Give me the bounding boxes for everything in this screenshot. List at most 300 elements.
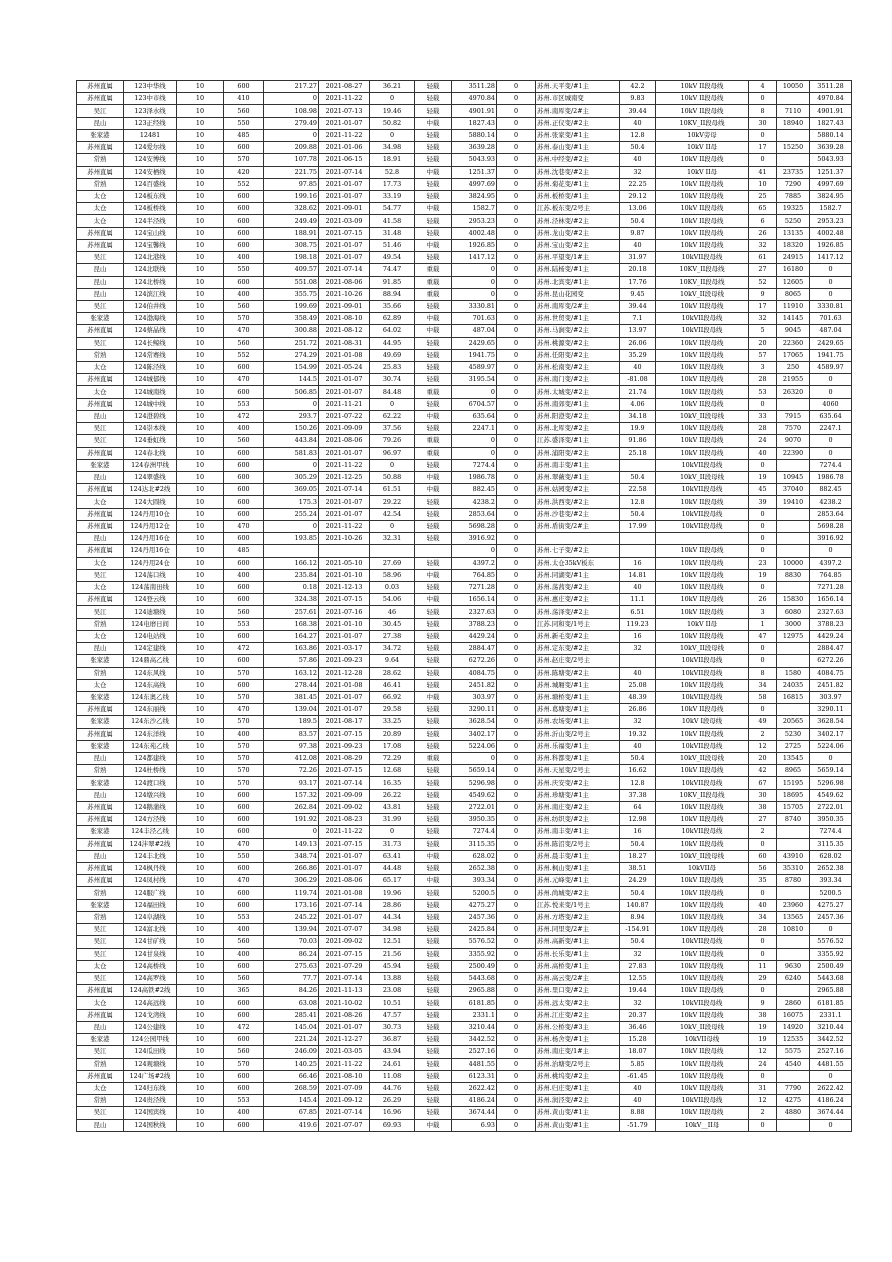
pending-count-cell: 61 (749, 252, 777, 264)
remaining-capacity-cell: 5224.06 (810, 740, 852, 752)
substation-available-cell: 91.86 (620, 435, 656, 447)
table-row (77, 581, 852, 593)
pending-capacity-cell: 9045 (777, 325, 810, 337)
pending-capacity-cell: 3000 (777, 618, 810, 630)
max-load-date-cell: 2021-09-12 (319, 1095, 370, 1107)
load-status-cell: 重载 (415, 264, 452, 276)
substation-available-cell: 16 (620, 630, 656, 642)
busbar-cell: 10kV II母 (656, 142, 749, 154)
district-cell: 常熟 (77, 911, 124, 923)
max-load-date-cell: 2021-01-07 (319, 630, 370, 642)
load-status-cell: 轻载 (415, 838, 452, 850)
voltage-cell: 10 (177, 838, 224, 850)
flag-cell: 0 (497, 594, 536, 606)
substation-cell: 苏州.同里变/2#主 (536, 924, 620, 936)
pending-count-cell: 3 (749, 362, 777, 374)
district-cell: 太仓 (77, 557, 124, 569)
district-cell: 吴江 (77, 569, 124, 581)
available-capacity-cell: 5043.93 (452, 154, 497, 166)
remaining-capacity-cell: 3290.11 (810, 704, 852, 716)
remaining-capacity-cell: 3674.44 (810, 1107, 852, 1119)
load-status-cell: 中载 (415, 325, 452, 337)
load-rate-cell: 0 (370, 459, 415, 471)
max-load-date-cell: 2021-08-12 (319, 325, 370, 337)
district-cell: 太仓 (77, 203, 124, 215)
max-load-cell: 274.29 (264, 349, 319, 361)
substation-cell: 苏州.马涧变/#2主 (536, 325, 620, 337)
remaining-capacity-cell: 4481.55 (810, 1058, 852, 1070)
line-name-cell: 124荡南田线 (124, 581, 177, 593)
substation-cell: 江苏.同和变/1号主 (536, 618, 620, 630)
available-capacity-cell: 0 (452, 276, 497, 288)
substation-available-cell: 12.8 (620, 777, 656, 789)
pending-capacity-cell: 13545 (777, 753, 810, 765)
load-status-cell: 轻载 (415, 105, 452, 117)
load-status-cell: 中载 (415, 166, 452, 178)
district-cell: 吴江 (77, 948, 124, 960)
flag-cell: 0 (497, 459, 536, 471)
available-capacity-cell: 4429.24 (452, 630, 497, 642)
substation-cell: 苏州.中经变/#2主 (536, 154, 620, 166)
voltage-cell: 10 (177, 850, 224, 862)
table-row (77, 398, 852, 410)
remaining-capacity-cell: 0 (810, 276, 852, 288)
voltage-cell: 10 (177, 362, 224, 374)
district-cell: 苏州直属 (77, 374, 124, 386)
available-capacity-cell: 5659.14 (452, 765, 497, 777)
rated-capacity-cell: 600 (224, 655, 264, 667)
pending-capacity-cell (777, 985, 810, 997)
pending-count-cell: 0 (749, 533, 777, 545)
pending-capacity-cell: 19410 (777, 496, 810, 508)
substation-cell: 苏州.远太变/#2主 (536, 997, 620, 1009)
available-capacity-cell: 5224.06 (452, 740, 497, 752)
flag-cell: 0 (497, 1082, 536, 1094)
remaining-capacity-cell: 5659.14 (810, 765, 852, 777)
substation-available-cell: 40 (620, 1082, 656, 1094)
max-load-cell: 199.69 (264, 300, 319, 312)
rated-capacity-cell: 472 (224, 1021, 264, 1033)
max-load-date-cell: 2021-07-07 (319, 924, 370, 936)
table-row (77, 154, 852, 166)
flag-cell: 0 (497, 789, 536, 801)
table-row (77, 630, 852, 642)
pending-count-cell: 0 (749, 508, 777, 520)
rated-capacity-cell: 600 (224, 679, 264, 691)
available-capacity-cell: 2327.63 (452, 606, 497, 618)
load-rate-cell (370, 545, 415, 557)
substation-cell: 苏州.高新变/#1主 (536, 936, 620, 948)
voltage-cell: 10 (177, 410, 224, 422)
substation-available-cell: 40 (620, 1095, 656, 1107)
available-capacity-cell: 764.85 (452, 569, 497, 581)
district-cell: 苏州直属 (77, 801, 124, 813)
table-row (77, 765, 852, 777)
rated-capacity-cell: 600 (224, 1034, 264, 1046)
substation-cell: 苏州.张家变/#1主 (536, 129, 620, 141)
busbar-cell: 10kVII段母线 (656, 936, 749, 948)
pending-count-cell: 5 (749, 325, 777, 337)
district-cell: 昆山 (77, 643, 124, 655)
line-name-cell: 124迪塘线 (124, 606, 177, 618)
substation-available-cell: 26.06 (620, 337, 656, 349)
substation-available-cell: 40 (620, 239, 656, 251)
table-row (77, 325, 852, 337)
available-capacity-cell: 0 (452, 447, 497, 459)
substation-available-cell: 39.44 (620, 300, 656, 312)
flag-cell: 0 (497, 252, 536, 264)
table-row (77, 227, 852, 239)
rated-capacity-cell: 400 (224, 569, 264, 581)
max-load-date-cell: 2021-07-15 (319, 948, 370, 960)
pending-count-cell: 10 (749, 178, 777, 190)
busbar-cell: 10kVII段母线 (656, 655, 749, 667)
max-load-date-cell: 2021-09-23 (319, 740, 370, 752)
remaining-capacity-cell: 2247.1 (810, 423, 852, 435)
max-load-cell: 175.3 (264, 496, 319, 508)
district-cell: 太仓 (77, 960, 124, 972)
remaining-capacity-cell: 3355.92 (810, 948, 852, 960)
substation-cell: 江苏.板东变/2号主 (536, 203, 620, 215)
substation-available-cell: 32 (620, 716, 656, 728)
substation-available-cell: 13.97 (620, 325, 656, 337)
available-capacity-cell: 7274.4 (452, 826, 497, 838)
line-name-cell: 124定建线 (124, 643, 177, 655)
remaining-capacity-cell: 4275.27 (810, 899, 852, 911)
remaining-capacity-cell: 4060 (810, 398, 852, 410)
load-rate-cell: 62.22 (370, 410, 415, 422)
district-cell: 苏州直属 (77, 704, 124, 716)
rated-capacity-cell: 365 (224, 985, 264, 997)
substation-cell: 苏州.太仓35kV板东 (536, 557, 620, 569)
load-status-cell: 重载 (415, 447, 452, 459)
voltage-cell: 10 (177, 814, 224, 826)
rated-capacity-cell: 600 (224, 814, 264, 826)
load-rate-cell: 23.08 (370, 985, 415, 997)
line-name-cell: 124百盛线 (124, 178, 177, 190)
pending-count-cell: 0 (749, 154, 777, 166)
available-capacity-cell: 4549.62 (452, 789, 497, 801)
table-row (77, 1082, 852, 1094)
max-load-cell: 300.88 (264, 325, 319, 337)
remaining-capacity-cell: 3950.35 (810, 814, 852, 826)
substation-available-cell (620, 459, 656, 471)
substation-cell: 苏州.定东变/#2主 (536, 643, 620, 655)
max-load-cell: 191.92 (264, 814, 319, 826)
available-capacity-cell: 628.02 (452, 850, 497, 862)
remaining-capacity-cell: 2953.23 (810, 215, 852, 227)
load-rate-cell: 69.93 (370, 1119, 415, 1131)
load-rate-cell: 16.96 (370, 1107, 415, 1119)
rated-capacity-cell: 570 (224, 1058, 264, 1070)
flag-cell: 0 (497, 264, 536, 276)
rated-capacity-cell: 600 (224, 362, 264, 374)
substation-cell: 苏州.南丰变/#1主 (536, 459, 620, 471)
load-status-cell: 轻载 (415, 728, 452, 740)
substation-available-cell: 13.06 (620, 203, 656, 215)
load-rate-cell: 84.48 (370, 386, 415, 398)
busbar-cell: 10kV II段母线 (656, 337, 749, 349)
substation-available-cell: 18.27 (620, 850, 656, 862)
voltage-cell: 10 (177, 679, 224, 691)
remaining-capacity-cell: 0 (810, 264, 852, 276)
pending-count-cell: 60 (749, 850, 777, 862)
substation-available-cell: 29.12 (620, 190, 656, 202)
busbar-cell: 10kV II母 (656, 166, 749, 178)
line-name-cell: 124登云线 (124, 594, 177, 606)
pending-capacity-cell: 35310 (777, 863, 810, 875)
load-status-cell: 轻载 (415, 765, 452, 777)
load-status-cell: 轻载 (415, 252, 452, 264)
substation-cell: 苏州.世贸变/#1主 (536, 313, 620, 325)
max-load-cell: 285.41 (264, 1009, 319, 1021)
voltage-cell: 10 (177, 1021, 224, 1033)
district-cell: 苏州直属 (77, 508, 124, 520)
remaining-capacity-cell: 4238.2 (810, 496, 852, 508)
pending-capacity-cell: 12535 (777, 1034, 810, 1046)
busbar-cell: 10kV II段母线 (656, 960, 749, 972)
voltage-cell: 10 (177, 398, 224, 410)
substation-cell: 苏州.黄山变/#1主 (536, 1107, 620, 1119)
busbar-cell: 10kV II段母线 (656, 386, 749, 398)
pending-count-cell: 23 (749, 557, 777, 569)
load-rate-cell: 18.91 (370, 154, 415, 166)
max-load-date-cell: 2021-07-14 (319, 972, 370, 984)
max-load-date-cell: 2021-07-15 (319, 594, 370, 606)
flag-cell: 0 (497, 557, 536, 569)
line-name-cell: 124垂虹线 (124, 435, 177, 447)
voltage-cell: 10 (177, 1107, 224, 1119)
pending-count-cell: 27 (749, 264, 777, 276)
available-capacity-cell: 4238.2 (452, 496, 497, 508)
table-row (77, 972, 852, 984)
pending-capacity-cell: 11910 (777, 300, 810, 312)
max-load-date-cell: 2021-01-07 (319, 691, 370, 703)
available-capacity-cell: 5296.98 (452, 777, 497, 789)
busbar-cell: 10kVII段母线 (656, 1095, 749, 1107)
max-load-cell: 209.88 (264, 142, 319, 154)
available-capacity-cell: 4997.69 (452, 178, 497, 190)
substation-cell: 苏州.平望变/1#主 (536, 252, 620, 264)
voltage-cell: 10 (177, 1119, 224, 1131)
max-load-date-cell: 2021-05-10 (319, 557, 370, 569)
load-status-cell: 轻载 (415, 227, 452, 239)
rated-capacity-cell: 560 (224, 1046, 264, 1058)
flag-cell: 0 (497, 1095, 536, 1107)
pending-capacity-cell: 5230 (777, 728, 810, 740)
max-load-cell: 348.74 (264, 850, 319, 862)
substation-cell: 苏州.高云变/2#主 (536, 972, 620, 984)
busbar-cell: 10kV II段母线 (656, 924, 749, 936)
remaining-capacity-cell: 2429.65 (810, 337, 852, 349)
pending-count-cell: 0 (749, 948, 777, 960)
pending-capacity-cell: 23735 (777, 166, 810, 178)
rated-capacity-cell: 420 (224, 166, 264, 178)
available-capacity-cell: 6123.31 (452, 1070, 497, 1082)
table-row (77, 789, 852, 801)
line-name-cell: 12481 (124, 129, 177, 141)
voltage-cell: 10 (177, 1034, 224, 1046)
max-load-date-cell: 2021-07-09 (319, 1082, 370, 1094)
substation-available-cell: 25.18 (620, 447, 656, 459)
line-name-cell: 124安博线 (124, 154, 177, 166)
pending-capacity-cell: 8065 (777, 288, 810, 300)
load-rate-cell: 0 (370, 826, 415, 838)
pending-capacity-cell: 21955 (777, 374, 810, 386)
flag-cell: 0 (497, 753, 536, 765)
pending-capacity-cell: 9630 (777, 960, 810, 972)
table-row (77, 1034, 852, 1046)
line-name-cell: 124墩兴线 (124, 789, 177, 801)
table-row (77, 215, 852, 227)
load-rate-cell: 26.22 (370, 789, 415, 801)
busbar-cell: 10KV_II段母线 (656, 264, 749, 276)
busbar-cell: 10kV_II段母线 (656, 410, 749, 422)
remaining-capacity-cell: 3788.23 (810, 618, 852, 630)
load-rate-cell: 0.03 (370, 581, 415, 593)
max-load-date-cell: 2021-01-08 (319, 887, 370, 899)
voltage-cell: 10 (177, 349, 224, 361)
table-row (77, 667, 852, 679)
max-load-date-cell: 2021-07-13 (319, 105, 370, 117)
table-row (77, 264, 852, 276)
load-status-cell: 轻载 (415, 814, 452, 826)
max-load-date-cell: 2021-06-15 (319, 154, 370, 166)
voltage-cell: 10 (177, 997, 224, 1009)
table-row (77, 459, 852, 471)
rated-capacity-cell: 560 (224, 606, 264, 618)
line-name-cell: 124崇本线 (124, 423, 177, 435)
available-capacity-cell: 3355.92 (452, 948, 497, 960)
max-load-date-cell: 2021-01-07 (319, 496, 370, 508)
line-name-cell: 124服广线 (124, 887, 177, 899)
max-load-date-cell: 2021-01-08 (319, 349, 370, 361)
table-row (77, 313, 852, 325)
available-capacity-cell: 1926.85 (452, 239, 497, 251)
district-cell: 太仓 (77, 386, 124, 398)
load-rate-cell: 36.87 (370, 1034, 415, 1046)
substation-cell: 苏州.枫山变/#1主 (536, 863, 620, 875)
max-load-date-cell: 2021-07-15 (319, 728, 370, 740)
pending-capacity-cell (777, 533, 810, 545)
load-rate-cell: 30.45 (370, 618, 415, 630)
remaining-capacity-cell: 0 (810, 447, 852, 459)
load-status-cell: 轻载 (415, 716, 452, 728)
line-name-cell: 124电站线 (124, 630, 177, 642)
line-name-cell: 124高远线 (124, 997, 177, 1009)
district-cell: 苏州直属 (77, 325, 124, 337)
busbar-cell: 10kV II段母线 (656, 154, 749, 166)
rated-capacity-cell: 560 (224, 300, 264, 312)
voltage-cell: 10 (177, 203, 224, 215)
pending-capacity-cell (777, 655, 810, 667)
remaining-capacity-cell: 5698.28 (810, 520, 852, 532)
available-capacity-cell: 7271.28 (452, 581, 497, 593)
rated-capacity-cell: 570 (224, 691, 264, 703)
district-cell: 常熟 (77, 178, 124, 190)
load-rate-cell: 72.29 (370, 753, 415, 765)
busbar-cell: 10kV_II段母线 (656, 472, 749, 484)
table-row (77, 300, 852, 312)
substation-cell: 苏州.晨丰变/#1主 (536, 850, 620, 862)
max-load-cell: 144.5 (264, 374, 319, 386)
pending-capacity-cell: 15705 (777, 801, 810, 813)
max-load-date-cell: 2021-01-10 (319, 618, 370, 630)
busbar-cell: 10kV II段母线 (656, 875, 749, 887)
available-capacity-cell: 0 (452, 386, 497, 398)
max-load-cell: 119.74 (264, 887, 319, 899)
line-name-cell: 124杜桥线 (124, 765, 177, 777)
available-capacity-cell: 0 (452, 264, 497, 276)
load-status-cell: 轻载 (415, 924, 452, 936)
table-row (77, 410, 852, 422)
rated-capacity-cell: 600 (224, 142, 264, 154)
substation-cell (536, 533, 620, 545)
line-name-cell: 124丹用16仓 (124, 533, 177, 545)
flag-cell: 0 (497, 643, 536, 655)
load-status-cell: 轻载 (415, 533, 452, 545)
flag-cell: 0 (497, 801, 536, 813)
substation-cell: 苏州.天星变/2号主 (536, 765, 620, 777)
load-rate-cell: 50.88 (370, 472, 415, 484)
flag-cell: 0 (497, 728, 536, 740)
district-cell: 苏州直属 (77, 875, 124, 887)
substation-available-cell: 17.76 (620, 276, 656, 288)
rated-capacity-cell: 470 (224, 520, 264, 532)
pending-capacity-cell: 15830 (777, 594, 810, 606)
table-row (77, 997, 852, 1009)
substation-available-cell: 50.4 (620, 508, 656, 520)
voltage-cell: 10 (177, 166, 224, 178)
rated-capacity-cell: 570 (224, 777, 264, 789)
load-status-cell: 中载 (415, 1119, 452, 1131)
rated-capacity-cell: 560 (224, 105, 264, 117)
load-status-cell: 轻载 (415, 215, 452, 227)
max-load-cell: 199.16 (264, 190, 319, 202)
district-cell: 吴江 (77, 105, 124, 117)
flag-cell: 0 (497, 814, 536, 826)
remaining-capacity-cell: 635.64 (810, 410, 852, 422)
available-capacity-cell: 0 (452, 288, 497, 300)
table-row (77, 863, 852, 875)
available-capacity-cell: 2622.42 (452, 1082, 497, 1094)
load-status-cell: 中载 (415, 410, 452, 422)
max-load-date-cell: 2021-12-27 (319, 1034, 370, 1046)
load-status-cell: 轻载 (415, 1070, 452, 1082)
table-row (77, 594, 852, 606)
substation-cell: 苏州.荡泽变/#2主 (536, 606, 620, 618)
load-status-cell: 轻载 (415, 948, 452, 960)
max-load-cell: 221.75 (264, 166, 319, 178)
table-row (77, 643, 852, 655)
remaining-capacity-cell: 1251.37 (810, 166, 852, 178)
line-name-cell: 124富北线 (124, 924, 177, 936)
table-row (77, 533, 852, 545)
max-load-cell: 551.08 (264, 276, 319, 288)
load-rate-cell: 26.29 (370, 1095, 415, 1107)
district-cell: 张家港 (77, 655, 124, 667)
voltage-cell: 10 (177, 105, 224, 117)
max-load-cell: 70.03 (264, 936, 319, 948)
max-load-cell: 154.99 (264, 362, 319, 374)
flag-cell: 0 (497, 899, 536, 911)
line-name-cell: 124蔡晶线 (124, 325, 177, 337)
max-load-date-cell: 2021-09-02 (319, 801, 370, 813)
voltage-cell: 10 (177, 777, 224, 789)
line-name-cell: 124东丽线 (124, 704, 177, 716)
rated-capacity-cell: 550 (224, 264, 264, 276)
pending-count-cell: 31 (749, 1082, 777, 1094)
